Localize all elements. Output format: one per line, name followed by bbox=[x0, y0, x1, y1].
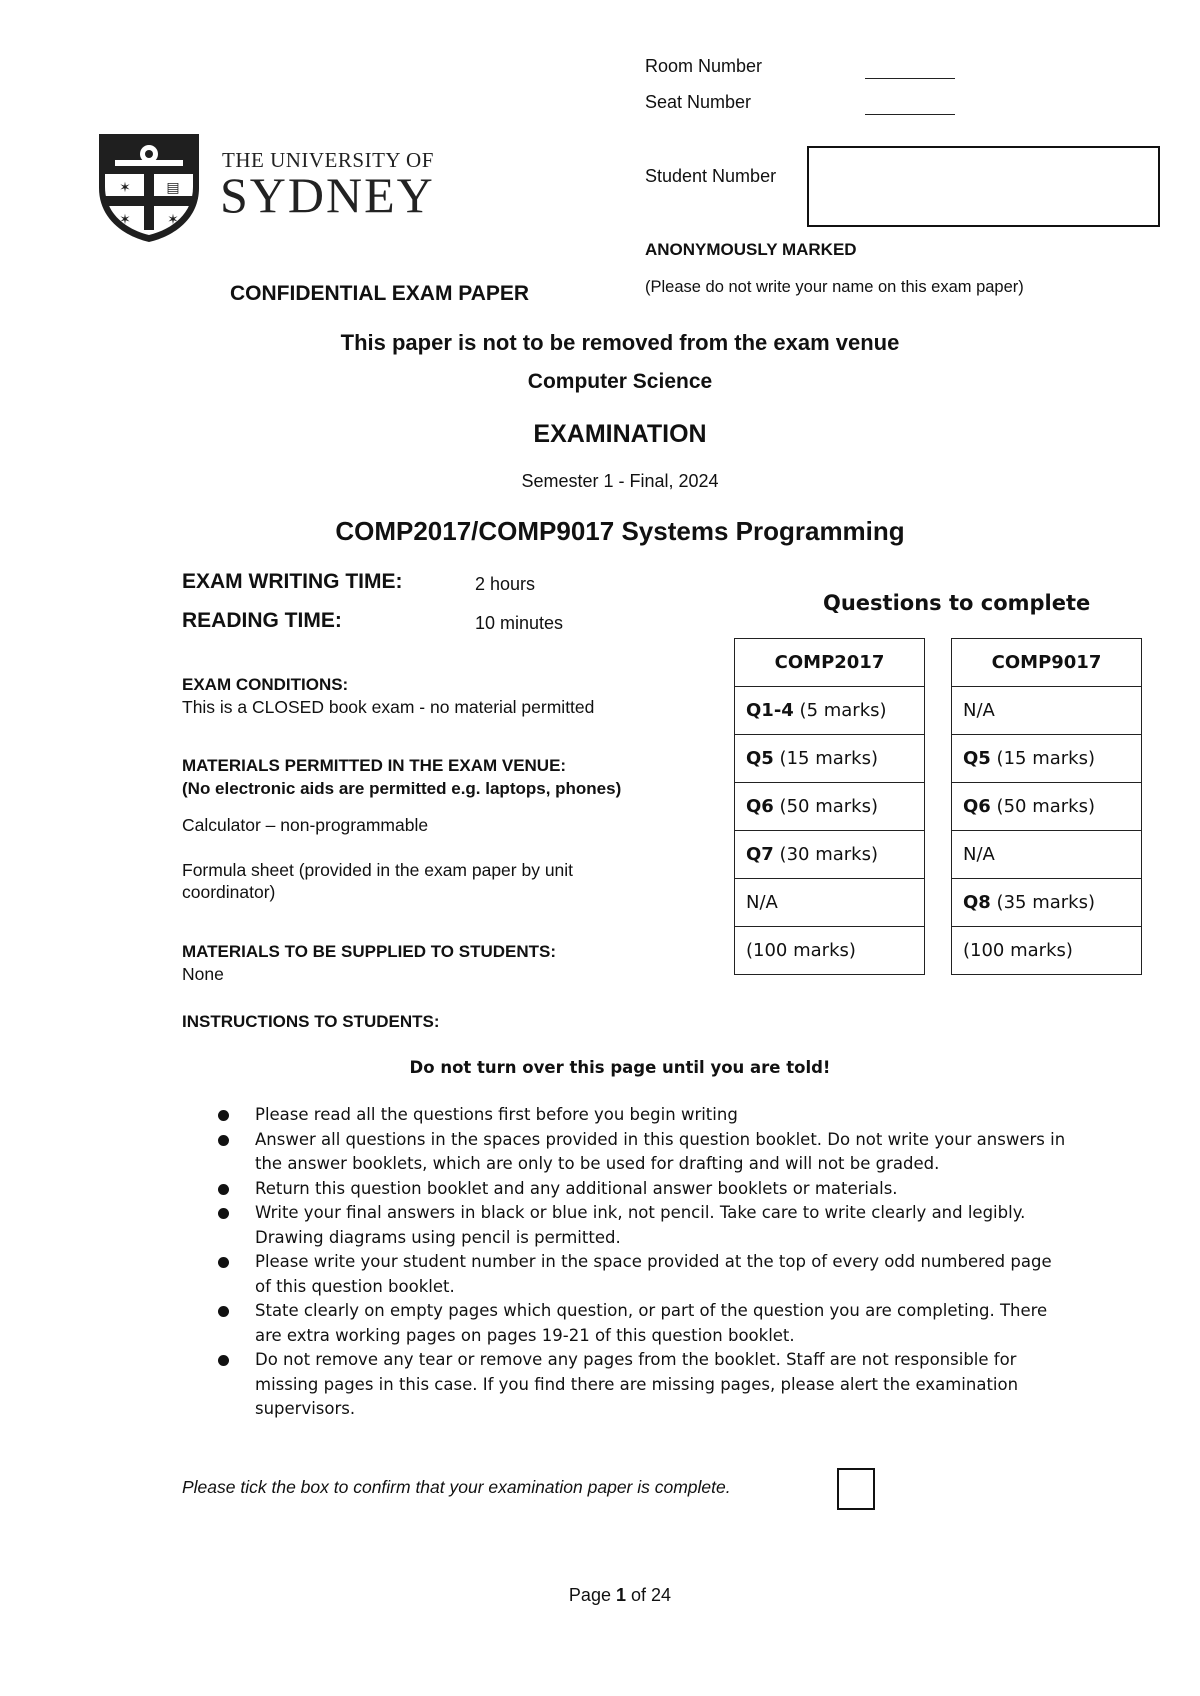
bullet-icon bbox=[218, 1355, 229, 1366]
list-item: Answer all questions in the spaces provided in this question booklet. Do not write your answers in the answer booklets, which are only to be used for drafting and will not be graded. bbox=[255, 1128, 1105, 1177]
department-heading: Computer Science bbox=[527, 370, 713, 393]
list-item: Please read all the questions first before you begin writing bbox=[255, 1103, 1105, 1128]
questions-title: Questions to complete bbox=[823, 591, 1091, 615]
materials-permitted-formula-line1: Formula sheet (provided in the exam paper by unit bbox=[182, 860, 574, 880]
student-number-label: Student Number bbox=[645, 166, 777, 186]
page-total: 24 bbox=[651, 1585, 672, 1605]
confidential-heading: CONFIDENTIAL EXAM PAPER bbox=[230, 282, 530, 305]
logo-line-university: THE UNIVERSITY OF bbox=[222, 148, 434, 172]
exam-title: EXAMINATION bbox=[533, 420, 707, 448]
seat-number-field[interactable] bbox=[865, 114, 955, 115]
tick-confirmation-text: Please tick the box to confirm that your examination paper is complete. bbox=[182, 1477, 731, 1497]
conditions-title: EXAM CONDITIONS: bbox=[182, 675, 349, 694]
comp2017-total: (100 marks) bbox=[735, 927, 925, 975]
instructions-list bbox=[255, 1103, 1105, 1422]
comp2017-table bbox=[734, 638, 925, 975]
writing-time-label: EXAM WRITING TIME: bbox=[182, 570, 403, 593]
confirm-checkbox[interactable] bbox=[837, 1468, 875, 1510]
materials-supplied-title: MATERIALS TO BE SUPPLIED TO STUDENTS: bbox=[182, 942, 557, 961]
comp2017-row: Q1-4 (5 marks) bbox=[735, 687, 925, 735]
materials-supplied-text: None bbox=[182, 964, 224, 984]
room-number-field[interactable] bbox=[865, 78, 955, 79]
list-item: Write your final answers in black or blue ink, not pencil. Take care to write clearly and legibly. Drawing diagrams using pencil is permitted. bbox=[255, 1201, 1105, 1250]
list-item: Please write your student number in the space provided at the top of every odd numbered page of this question booklet. bbox=[255, 1250, 1105, 1299]
bullet-icon bbox=[218, 1135, 229, 1146]
university-crest-icon bbox=[95, 130, 203, 244]
course-title: COMP2017/COMP9017 Systems Programming bbox=[335, 516, 905, 546]
page-number: 1 bbox=[615, 1585, 626, 1605]
materials-permitted-calculator: Calculator – non-programmable bbox=[182, 815, 429, 835]
comp9017-row: N/A bbox=[952, 687, 1142, 735]
comp2017-row: Q7 (30 marks) bbox=[735, 831, 925, 879]
comp2017-header: COMP2017 bbox=[735, 639, 925, 687]
anonymous-note: (Please do not write your name on this exam paper) bbox=[645, 278, 1024, 296]
comp9017-total: (100 marks) bbox=[952, 927, 1142, 975]
logo-line-sydney: SYDNEY bbox=[220, 167, 435, 223]
do-not-turn-notice: Do not turn over this page until you are told! bbox=[409, 1058, 831, 1077]
comp9017-row: Q6 (50 marks) bbox=[952, 783, 1142, 831]
page-footer: Page 1 of 24 bbox=[568, 1585, 672, 1605]
conditions-text: This is a CLOSED book exam - no material permitted bbox=[182, 697, 595, 717]
reading-time-value: 10 minutes bbox=[475, 613, 564, 633]
svg-text:✶: ✶ bbox=[119, 212, 131, 228]
comp2017-row: N/A bbox=[735, 879, 925, 927]
bullet-icon bbox=[218, 1110, 229, 1121]
student-number-box[interactable] bbox=[807, 146, 1160, 227]
comp2017-row: Q6 (50 marks) bbox=[735, 783, 925, 831]
writing-time-value: 2 hours bbox=[475, 574, 536, 594]
comp9017-row: N/A bbox=[952, 831, 1142, 879]
bullet-icon bbox=[218, 1257, 229, 1268]
materials-permitted-subtitle: (No electronic aids are permitted e.g. laptops, phones) bbox=[182, 779, 622, 798]
comp9017-table bbox=[951, 638, 1142, 975]
list-item: State clearly on empty pages which question, or part of the question you are completing. There are extra working pages on pages 19-21 of this question booklet. bbox=[255, 1299, 1105, 1348]
reading-time-label: READING TIME: bbox=[182, 609, 342, 632]
materials-permitted-formula-line2: coordinator) bbox=[182, 882, 276, 902]
comp9017-row: Q8 (35 marks) bbox=[952, 879, 1142, 927]
instructions-title: INSTRUCTIONS TO STUDENTS: bbox=[182, 1012, 440, 1031]
seat-number-label: Seat Number bbox=[645, 92, 752, 112]
room-number-label: Room Number bbox=[645, 56, 763, 76]
list-item: Do not remove any tear or remove any pages from the booklet. Staff are not responsible for missing pages in this case. If you find there are missing pages, please alert the examination supervisors. bbox=[255, 1348, 1105, 1422]
svg-text:✶: ✶ bbox=[119, 180, 131, 196]
list-item: Return this question booklet and any additional answer booklets or materials. bbox=[255, 1177, 1105, 1202]
svg-text:✶: ✶ bbox=[167, 212, 179, 228]
bullet-icon bbox=[218, 1306, 229, 1317]
anonymously-marked-label: ANONYMOUSLY MARKED bbox=[645, 240, 857, 259]
comp9017-header: COMP9017 bbox=[952, 639, 1142, 687]
bullet-icon bbox=[218, 1184, 229, 1195]
svg-text:▤: ▤ bbox=[166, 180, 180, 196]
university-logo bbox=[95, 130, 203, 249]
comp2017-row: Q5 (15 marks) bbox=[735, 735, 925, 783]
bullet-icon bbox=[218, 1208, 229, 1219]
semester-line: Semester 1 - Final, 2024 bbox=[521, 471, 719, 491]
materials-permitted-title: MATERIALS PERMITTED IN THE EXAM VENUE: bbox=[182, 756, 567, 775]
not-removed-heading: This paper is not to be removed from the exam venue bbox=[340, 330, 900, 355]
comp9017-row: Q5 (15 marks) bbox=[952, 735, 1142, 783]
